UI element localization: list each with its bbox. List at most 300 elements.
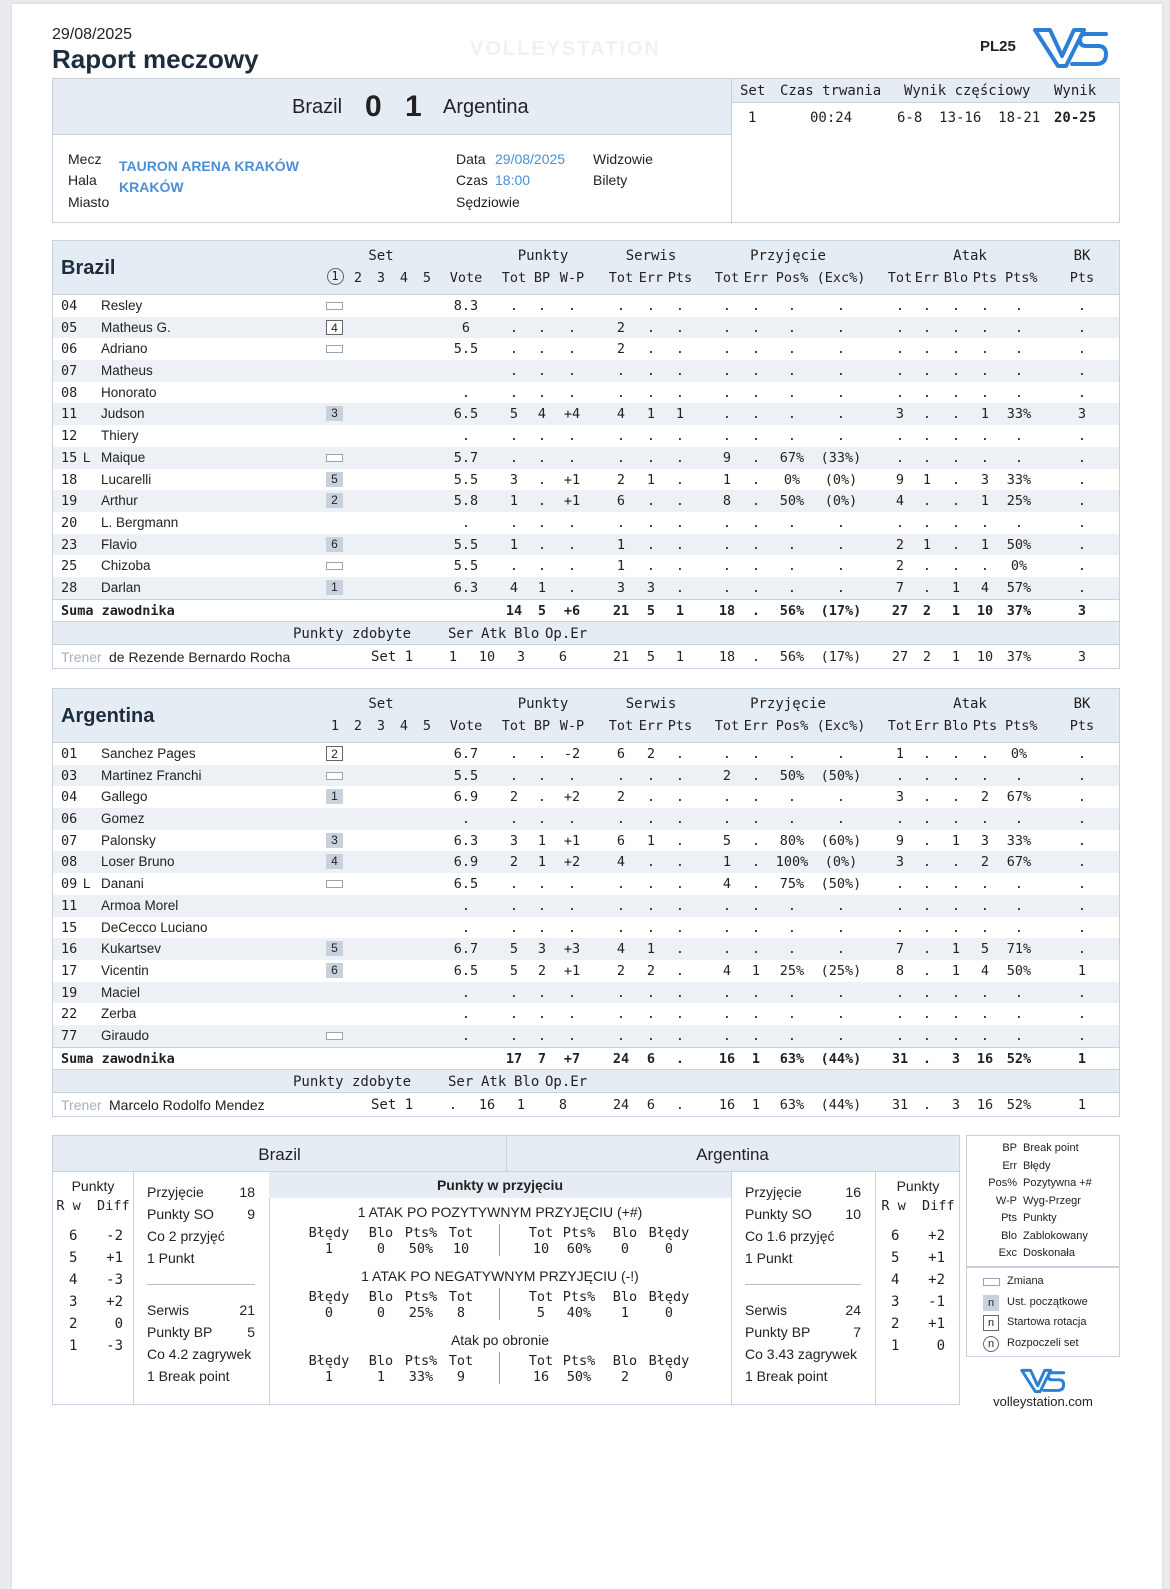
stat-col-header: Pts% bbox=[1005, 718, 1038, 734]
stat-cell: . bbox=[951, 558, 961, 575]
stat-cell: . bbox=[787, 384, 797, 401]
stat-cell: 5 bbox=[509, 962, 519, 979]
stat-cell: . bbox=[751, 428, 761, 445]
table-header bbox=[53, 689, 1119, 743]
sum-cell: 5 bbox=[646, 602, 656, 619]
substitution-icon bbox=[326, 302, 343, 310]
stat-cell: . bbox=[980, 558, 990, 575]
stat-cell: 25% bbox=[1006, 493, 1032, 510]
stat-label: Punkty SO bbox=[745, 1206, 812, 1222]
player-row bbox=[53, 765, 1119, 787]
stat-cell: . bbox=[461, 428, 471, 445]
stat-cell: . bbox=[1077, 536, 1087, 553]
legend-desc: Błędy bbox=[1023, 1159, 1051, 1172]
summary-box bbox=[52, 1135, 960, 1405]
rotation: 1 bbox=[69, 1338, 78, 1354]
stat-cell: . bbox=[646, 919, 656, 936]
player-name: Lucarelli bbox=[101, 471, 152, 487]
pz-blo: Blo bbox=[514, 625, 540, 642]
stat-cell: . bbox=[980, 811, 990, 828]
stat-col-header: Tot bbox=[608, 270, 634, 286]
stat-cell: . bbox=[951, 984, 961, 1001]
stat-cell: . bbox=[675, 746, 685, 762]
player-row bbox=[53, 938, 1119, 960]
stat-cell: . bbox=[675, 384, 685, 401]
stat-cell: . bbox=[1077, 579, 1087, 596]
stat-cell: . bbox=[646, 363, 656, 380]
stat-cell: . bbox=[537, 449, 547, 466]
stat-cell: . bbox=[951, 1027, 961, 1044]
rotation: 5 bbox=[891, 1250, 900, 1266]
stat-cell: . bbox=[616, 897, 626, 914]
team-sum-row bbox=[53, 599, 1119, 621]
home-block-value: 0 bbox=[324, 1305, 334, 1321]
stat-cell: . bbox=[922, 384, 932, 401]
set-row-cell: 2 bbox=[922, 648, 932, 665]
stat-cell: . bbox=[675, 1027, 685, 1044]
away-block-label: Tot bbox=[528, 1225, 554, 1241]
block-title: 1 ATAK PO NEGATYWNYM PRZYJĘCIU (-!) bbox=[361, 1268, 639, 1284]
stat-cell: . bbox=[1077, 876, 1087, 893]
stat-cell: . bbox=[951, 493, 961, 510]
stat-cell: 1 bbox=[646, 471, 656, 488]
set-label: Set 1 bbox=[371, 1096, 414, 1113]
stat-cell: . bbox=[722, 536, 732, 553]
set-row-cell: . bbox=[675, 1096, 685, 1113]
stat-cell: . bbox=[722, 428, 732, 445]
stat-cell: . bbox=[675, 449, 685, 466]
sum-label: Suma zawodnika bbox=[61, 1050, 175, 1067]
stat-cell: . bbox=[567, 1006, 577, 1023]
stat-cell: . bbox=[675, 363, 685, 380]
sum-cell: (17%) bbox=[820, 602, 862, 619]
group-g-przyjecie: Przyjęcie bbox=[750, 696, 826, 712]
stat-cell: . bbox=[922, 298, 932, 314]
stat-cell: . bbox=[722, 579, 732, 596]
stat-col-header: (Exc%) bbox=[816, 718, 866, 734]
stat-cell: . bbox=[722, 384, 732, 401]
stat-cell: . bbox=[675, 536, 685, 553]
sum-cell: 16 bbox=[718, 1050, 736, 1067]
stat-cell: . bbox=[1077, 854, 1087, 871]
stat-cell: . bbox=[509, 767, 519, 784]
stat-col-header: Vote bbox=[449, 718, 483, 734]
stat-cell: . bbox=[787, 919, 797, 936]
stat-value: 10 bbox=[845, 1206, 861, 1222]
substitution-icon bbox=[326, 454, 343, 462]
stat-cell: +2 bbox=[563, 789, 581, 806]
set-row-cell: 10 bbox=[976, 648, 994, 665]
stat-cell: . bbox=[836, 897, 846, 914]
stat-cell: . bbox=[895, 876, 905, 893]
legend-mark-label: Rozpoczeli set bbox=[1007, 1336, 1079, 1349]
away-block-label: Tot bbox=[528, 1289, 554, 1305]
set-col-3: 3 bbox=[376, 718, 386, 734]
stat-cell: . bbox=[675, 876, 685, 893]
away-block-value: 0 bbox=[664, 1369, 674, 1385]
stat-cell: . bbox=[567, 919, 577, 936]
stat-cell: . bbox=[1077, 558, 1087, 575]
points-scored-header bbox=[53, 1069, 1119, 1093]
player-name: Maique bbox=[101, 449, 146, 465]
rotation-diff: -3 bbox=[106, 1272, 123, 1288]
stat-col-header: Pos% bbox=[775, 718, 809, 734]
stat-cell: . bbox=[895, 449, 905, 466]
stat-label: Serwis bbox=[147, 1302, 190, 1318]
stat-label: 1 Punkt bbox=[745, 1250, 793, 1266]
stat-cell: 6.5 bbox=[453, 962, 479, 979]
set-row-cell: 6 bbox=[558, 648, 568, 665]
stat-col-header: Pts bbox=[1069, 718, 1095, 734]
stat-cell: . bbox=[675, 1006, 685, 1023]
stat-cell: . bbox=[567, 514, 577, 531]
set-row-cell: 27 bbox=[891, 648, 909, 665]
player-number: 06 bbox=[61, 341, 78, 358]
stat-cell: 4 bbox=[895, 493, 905, 510]
summary-home-name: Brazil bbox=[258, 1145, 301, 1164]
stat-cell: . bbox=[922, 406, 932, 423]
stat-cell: . bbox=[675, 897, 685, 914]
stat-cell: . bbox=[922, 962, 932, 979]
set-row-cell: . bbox=[751, 648, 761, 665]
player-number: 12 bbox=[61, 428, 78, 445]
rotation: 3 bbox=[69, 1294, 78, 1310]
legend-box bbox=[966, 1135, 1120, 1267]
stat-cell: 1 bbox=[980, 493, 990, 510]
stat-cell: . bbox=[537, 384, 547, 401]
stat-cell: . bbox=[509, 341, 519, 358]
stat-cell: . bbox=[895, 1027, 905, 1044]
stat-col-header: Tot bbox=[714, 270, 740, 286]
stat-cell: 75% bbox=[779, 876, 805, 893]
sets-col-wynik: Wynik bbox=[1054, 83, 1097, 99]
stat-cell: 8 bbox=[895, 962, 905, 979]
stat-cell: . bbox=[787, 406, 797, 423]
player-row bbox=[53, 338, 1119, 360]
stat-cell: . bbox=[1077, 767, 1087, 784]
stat-cell: 1 bbox=[751, 962, 761, 979]
stat-cell: . bbox=[980, 876, 990, 893]
coach-name: de Rezende Bernardo Rocha bbox=[109, 648, 291, 665]
stat-cell: 4 bbox=[616, 406, 626, 423]
stat-cell: 1 bbox=[675, 406, 685, 423]
stat-cell: 1 bbox=[616, 558, 626, 575]
stat-cell: . bbox=[722, 341, 732, 358]
stat-cell: . bbox=[1077, 298, 1087, 314]
stat-cell: . bbox=[922, 767, 932, 784]
stat-cell: . bbox=[537, 1006, 547, 1023]
stat-value: 16 bbox=[845, 1184, 861, 1200]
rotation: 5 bbox=[69, 1250, 78, 1266]
rotation: 4 bbox=[69, 1272, 78, 1288]
player-row bbox=[53, 534, 1119, 556]
sum-cell: 37% bbox=[1006, 602, 1032, 619]
stat-cell: . bbox=[646, 811, 656, 828]
stat-cell: 50% bbox=[1006, 962, 1032, 979]
sum-label: Suma zawodnika bbox=[61, 602, 175, 619]
stat-cell: . bbox=[537, 514, 547, 531]
stat-cell: . bbox=[751, 854, 761, 871]
sets-row bbox=[732, 108, 1120, 130]
legend-abbr: Err bbox=[1002, 1159, 1017, 1172]
stat-cell: . bbox=[509, 514, 519, 531]
stat-cell: . bbox=[980, 897, 990, 914]
stat-col-header: BP bbox=[533, 718, 551, 734]
home-block-label: Błędy bbox=[308, 1225, 350, 1241]
stat-cell: . bbox=[646, 449, 656, 466]
player-number: 11 bbox=[61, 897, 78, 914]
starting-lineup-badge: 5 bbox=[326, 472, 343, 487]
stat-cell: . bbox=[787, 789, 797, 806]
stat-cell: . bbox=[616, 767, 626, 784]
stat-cell: . bbox=[836, 1006, 846, 1023]
player-name: Sanchez Pages bbox=[101, 746, 196, 761]
stat-col-header: W-P bbox=[559, 270, 585, 286]
home-block-value: 8 bbox=[456, 1305, 466, 1321]
player-row bbox=[53, 917, 1119, 939]
stat-cell: . bbox=[675, 558, 685, 575]
stat-cell: +4 bbox=[563, 406, 581, 423]
stat-col-header: Pos% bbox=[775, 270, 809, 286]
stat-cell: . bbox=[722, 984, 732, 1001]
set-row-cell: (44%) bbox=[820, 1096, 862, 1113]
stat-cell: . bbox=[646, 514, 656, 531]
set-row-cell: 1 bbox=[675, 648, 685, 665]
stat-cell: . bbox=[922, 811, 932, 828]
player-number: 23 bbox=[61, 536, 78, 553]
stat-cell: -2 bbox=[563, 746, 581, 762]
label-data: Data bbox=[456, 151, 486, 167]
stat-col-header: Tot bbox=[887, 270, 913, 286]
stat-cell: . bbox=[980, 1027, 990, 1044]
stat-cell: . bbox=[980, 319, 990, 336]
stat-cell: 1 bbox=[895, 746, 905, 762]
legend-abbr: Pts bbox=[1001, 1212, 1017, 1224]
rotation-diff: +1 bbox=[928, 1316, 945, 1332]
stat-cell: . bbox=[616, 428, 626, 445]
stat-cell: . bbox=[509, 876, 519, 893]
coach-label: Trener bbox=[61, 648, 102, 665]
stat-cell: +1 bbox=[563, 493, 581, 510]
stat-cell: . bbox=[1014, 363, 1024, 380]
stat-cell: . bbox=[895, 919, 905, 936]
stat-cell: 2 bbox=[895, 536, 905, 553]
stat-cell: 3 bbox=[895, 789, 905, 806]
player-number: 09 bbox=[61, 876, 78, 893]
stat-cell: . bbox=[646, 558, 656, 575]
stat-cell: 5.5 bbox=[453, 558, 479, 575]
stat-cell: . bbox=[509, 811, 519, 828]
stat-cell: . bbox=[787, 341, 797, 358]
player-row bbox=[53, 1025, 1119, 1047]
set-row-cell: 5 bbox=[646, 648, 656, 665]
player-name: Kukartsev bbox=[101, 941, 162, 957]
set-result: 20-25 bbox=[1054, 110, 1097, 126]
stat-cell: . bbox=[787, 319, 797, 336]
stat-cell: (60%) bbox=[820, 832, 862, 849]
stat-label: Punkty SO bbox=[147, 1206, 214, 1222]
stat-cell: . bbox=[616, 1006, 626, 1023]
stat-cell: . bbox=[951, 428, 961, 445]
sum-cell: . bbox=[751, 602, 761, 619]
stat-cell: 6.3 bbox=[453, 579, 479, 596]
stat-cell: 8 bbox=[722, 493, 732, 510]
stat-cell: . bbox=[537, 341, 547, 358]
legend-abbr: Exc bbox=[998, 1247, 1017, 1259]
stat-cell: 5.8 bbox=[453, 493, 479, 510]
stat-cell: . bbox=[922, 579, 932, 596]
stat-cell: . bbox=[567, 341, 577, 358]
stat-cell: . bbox=[675, 471, 685, 488]
group-g-bk: BK bbox=[1073, 248, 1091, 264]
stat-cell: 1 bbox=[537, 579, 547, 596]
stat-cell: 71% bbox=[1006, 941, 1032, 958]
rw-subtitle: R w Diff bbox=[881, 1198, 955, 1214]
stat-cell: . bbox=[951, 789, 961, 806]
starting-lineup-badge: 6 bbox=[326, 537, 343, 552]
sum-cell: 5 bbox=[537, 602, 547, 619]
stat-cell: . bbox=[722, 746, 732, 762]
set-row-cell: . bbox=[922, 1096, 932, 1113]
rotation: 4 bbox=[891, 1272, 900, 1288]
pz-ser: Ser bbox=[448, 1073, 474, 1090]
pz-op-er: Op.Er bbox=[545, 1073, 588, 1090]
stat-cell: . bbox=[509, 298, 519, 314]
rotation: 2 bbox=[891, 1316, 900, 1332]
player-number: 22 bbox=[61, 1006, 78, 1023]
stat-cell: . bbox=[787, 897, 797, 914]
player-name: Zerba bbox=[101, 1006, 137, 1022]
player-row bbox=[53, 360, 1119, 382]
player-name: Gomez bbox=[101, 811, 145, 827]
away-block-value: 0 bbox=[620, 1241, 630, 1257]
stat-col-header: Tot bbox=[608, 718, 634, 734]
player-row bbox=[53, 960, 1119, 982]
player-name: Resley bbox=[101, 298, 143, 313]
starting-lineup-badge: 3 bbox=[326, 833, 343, 848]
stat-cell: . bbox=[1014, 1006, 1024, 1023]
stat-cell: . bbox=[537, 767, 547, 784]
stat-cell: . bbox=[836, 319, 846, 336]
legend-desc: Punkty bbox=[1023, 1212, 1057, 1224]
stat-cell: 33% bbox=[1006, 471, 1032, 488]
block-divider bbox=[499, 1352, 500, 1384]
stat-cell: (25%) bbox=[820, 962, 862, 979]
stat-cell: . bbox=[836, 298, 846, 314]
stat-cell: . bbox=[1014, 984, 1024, 1001]
stat-cell: . bbox=[1077, 363, 1087, 380]
stat-cell: . bbox=[646, 298, 656, 314]
player-number: 15 bbox=[61, 919, 78, 936]
stat-cell: 2 bbox=[616, 962, 626, 979]
sum-cell: 16 bbox=[976, 1050, 994, 1067]
player-row bbox=[53, 295, 1119, 317]
stat-cell: . bbox=[922, 449, 932, 466]
sets-header bbox=[732, 79, 1120, 103]
stat-cell: . bbox=[751, 1027, 761, 1044]
rotation-diff: +2 bbox=[928, 1228, 945, 1244]
stat-cell: 67% bbox=[1006, 854, 1032, 871]
away-block-label: Błędy bbox=[648, 1289, 690, 1305]
player-row bbox=[53, 317, 1119, 339]
stat-cell: 3 bbox=[646, 579, 656, 596]
away-block-value: 0 bbox=[664, 1241, 674, 1257]
stat-cell: . bbox=[537, 363, 547, 380]
set-row-cell: 21 bbox=[612, 648, 630, 665]
stat-col-header: Err bbox=[743, 270, 769, 286]
stat-cell: 6 bbox=[616, 746, 626, 762]
stat-cell: . bbox=[509, 319, 519, 336]
block-title: Atak po obronie bbox=[450, 1332, 550, 1348]
player-number: 01 bbox=[61, 746, 78, 762]
stat-cell: . bbox=[646, 384, 656, 401]
stat-cell: . bbox=[1014, 876, 1024, 893]
set-row-cell: (17%) bbox=[820, 648, 862, 665]
player-name: Chizoba bbox=[101, 558, 151, 574]
stat-cell: . bbox=[951, 919, 961, 936]
away-team-name: Argentina bbox=[443, 96, 529, 118]
away-block-label: Blo bbox=[612, 1225, 638, 1241]
set-row-cell: 37% bbox=[1006, 648, 1032, 665]
stat-cell: . bbox=[509, 1027, 519, 1044]
stat-cell: . bbox=[751, 319, 761, 336]
group-g-atak: Atak bbox=[953, 696, 987, 712]
legend-abbr: Pos% bbox=[988, 1177, 1017, 1189]
player-name: Palonsky bbox=[101, 832, 156, 848]
legend-abbr: Blo bbox=[1001, 1229, 1017, 1242]
block-divider bbox=[499, 1224, 500, 1256]
pz-op-er: Op.Er bbox=[545, 625, 588, 642]
stat-cell: . bbox=[836, 558, 846, 575]
stat-cell: . bbox=[675, 941, 685, 958]
stat-cell: . bbox=[461, 897, 471, 914]
stat-cell: +2 bbox=[563, 854, 581, 871]
substitution-icon bbox=[326, 772, 343, 780]
stat-cell: . bbox=[567, 579, 577, 596]
volleystation-footer-logo-icon bbox=[1020, 1368, 1066, 1394]
stat-cell: . bbox=[461, 1006, 471, 1023]
set-col-1: 1 bbox=[330, 718, 340, 734]
stat-cell: . bbox=[787, 1027, 797, 1044]
set-row-cell: 3 bbox=[516, 648, 526, 665]
stat-cell: . bbox=[675, 789, 685, 806]
substitution-icon bbox=[326, 345, 343, 353]
stat-cell: . bbox=[787, 1006, 797, 1023]
coach-row bbox=[53, 645, 1119, 668]
stat-cell: . bbox=[787, 298, 797, 314]
stat-cell: . bbox=[980, 984, 990, 1001]
stat-cell: 67% bbox=[1006, 789, 1032, 806]
stat-cell: (50%) bbox=[820, 767, 862, 784]
set-label: Set 1 bbox=[371, 648, 414, 665]
stat-cell: . bbox=[751, 876, 761, 893]
stat-cell: +1 bbox=[563, 832, 581, 849]
rotation: 1 bbox=[891, 1338, 900, 1354]
rotation-diff: -1 bbox=[928, 1294, 945, 1310]
stat-cell: 4 bbox=[722, 962, 732, 979]
sum-cell: 21 bbox=[612, 602, 630, 619]
stat-cell: 0% bbox=[1010, 746, 1028, 762]
stat-cell: . bbox=[922, 897, 932, 914]
sum-cell: 27 bbox=[891, 602, 909, 619]
stat-cell: . bbox=[646, 319, 656, 336]
stat-cell: . bbox=[1014, 298, 1024, 314]
stat-col-header: Err bbox=[638, 270, 664, 286]
stat-cell: . bbox=[751, 536, 761, 553]
stat-label: 1 Punkt bbox=[147, 1250, 195, 1266]
stat-cell: . bbox=[1077, 919, 1087, 936]
stat-cell: . bbox=[922, 341, 932, 358]
